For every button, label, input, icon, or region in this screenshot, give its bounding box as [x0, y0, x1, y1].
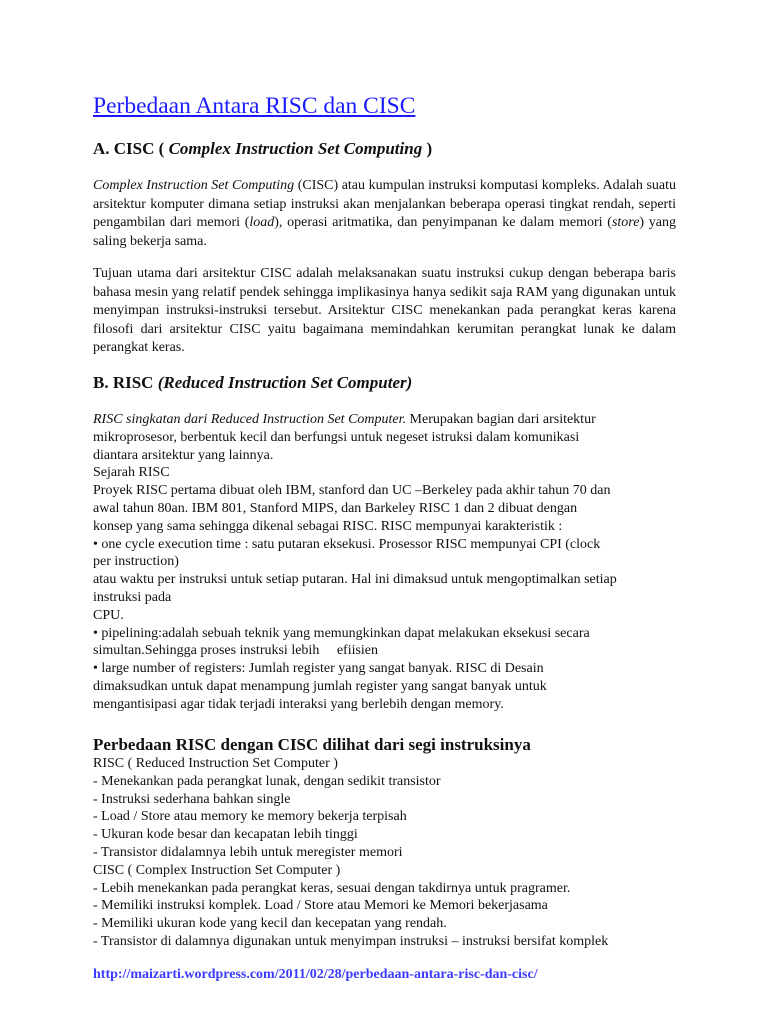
section-b-heading — [93, 372, 412, 394]
source-link[interactable]: http://maizarti.wordpress.com/2011/02/28/perbedaan-antara-risc-dan-cisc/ — [93, 967, 538, 982]
comparison-item: - Transistor di dalamnya digunakan untuk menyimpan instruksi – instruksi bersifat komplek — [93, 933, 609, 949]
risc-line — [93, 642, 693, 660]
risc-description — [93, 411, 693, 714]
section-a-heading — [93, 138, 432, 160]
risc-line — [93, 678, 693, 696]
risc-line-text: Merupakan bagian dari arsitektur — [406, 412, 596, 427]
cisc-paragraph-2: Tujuan utama dari arsitektur CISC adalah melaksanakan suatu instruksi cukup dengan beberapa baris bahasa mesin yang relatif pendek sehingga implikasinya hanya sedikit saja RAM yang digunakan untuk menyimpan instruksi-instruksi tersebut. Arsitektur CISC menekankan pada perangkat keras karena filosofi dari arsitektur CISC yaitu bagaimana memindahkan kerumitan perangkat lunak ke dalam perangkat keras. — [93, 266, 676, 355]
risc-line — [93, 411, 693, 429]
comparison-item: RISC ( Reduced Instruction Set Computer ) — [93, 756, 338, 771]
risc-line-text: Proyek RISC pertama dibuat oleh IBM, stanford dan UC –Berkeley pada akhir tahun 70 dan — [93, 483, 611, 499]
cisc-load-term: load — [249, 215, 275, 230]
risc-line — [93, 589, 693, 607]
risc-line-text: • pipelining:adalah sebuah teknik yang memungkinkan dapat melakukan eksekusi secara — [93, 625, 590, 641]
risc-line-text: diantara arsitektur yang lainnya. — [93, 447, 274, 463]
cisc-text-3: ) yang saling bekerja sama. — [93, 215, 676, 249]
risc-line — [93, 660, 693, 678]
comparison-list — [93, 755, 693, 951]
comparison-item: - Load / Store atau memory ke memory bekerja terpisah — [93, 809, 407, 825]
cisc-paragraph-1 — [93, 177, 676, 251]
risc-line-text: mikroprosesor, berbentuk kecil dan berfungsi untuk negeset istruksi dalam komunikasi — [93, 429, 580, 445]
page-title: Perbedaan Antara RISC dan CISC — [93, 93, 416, 119]
risc-line-italic: RISC singkatan dari Reduced Instruction Set Computer. — [93, 412, 407, 427]
comparison-item: - Memiliki ukuran kode yang kecil dan kecepatan yang rendah. — [93, 916, 447, 932]
risc-line — [93, 518, 693, 536]
risc-line-text: konsep yang sama sehingga dikenal sebagai RISC. RISC mempunyai karakteristik : — [93, 518, 563, 534]
risc-line-text: awal tahun 80an. IBM 801, Stanford MIPS, dan Barkeley RISC 1 dan 2 dibuat dengan — [93, 500, 578, 516]
cisc-text-2: ), operasi aritmatika, dan penyimpanan ke dalam memori ( — [274, 215, 612, 230]
risc-line-text: CPU. — [93, 607, 124, 623]
section-a-term: Complex Instruction Set Computing — [168, 139, 423, 158]
section-c-heading: Perbedaan RISC dengan CISC dilihat dari segi instruksinya — [93, 735, 531, 754]
risc-line — [93, 500, 693, 518]
risc-line — [93, 553, 693, 571]
comparison-item: - Ukuran kode besar dan kecapatan lebih tinggi — [93, 827, 358, 843]
risc-line — [93, 447, 693, 465]
risc-line-text: simultan.Sehingga proses instruksi lebih efiisien — [93, 643, 379, 659]
comparison-item: - Menekankan pada perangkat lunak, dengan sedikit transistor — [93, 773, 441, 789]
comparison-item: CISC ( Complex Instruction Set Computer ) — [93, 862, 341, 878]
risc-line-text: • large number of registers: Jumlah register yang sangat banyak. RISC di Desain — [93, 661, 544, 677]
risc-line — [93, 429, 693, 447]
risc-line — [93, 625, 693, 643]
comparison-item: - Lebih menekankan pada perangkat keras, sesuai dengan takdirnya untuk pragramer. — [93, 880, 571, 896]
section-b-prefix: B. RISC — [93, 373, 158, 392]
risc-line-text: Sejarah RISC — [93, 465, 170, 481]
cisc-store-term: store — [611, 215, 640, 230]
comparison-item: - Transistor didalamnya lebih untuk meregister memori — [93, 844, 403, 860]
risc-line — [93, 464, 693, 482]
risc-line-text: • one cycle execution time : satu putaran eksekusi. Prosessor RISC mempunyai CPI (clock — [93, 536, 601, 552]
risc-line-text: instruksi pada — [93, 589, 172, 605]
risc-line-text: mengantisipasi agar tidak terjadi interaksi yang berlebih dengan memory. — [93, 696, 504, 712]
cisc-term: Complex Instruction Set Computing — [93, 178, 295, 193]
risc-line — [93, 536, 693, 554]
risc-line — [93, 607, 693, 625]
risc-line-text: per instruction) — [93, 554, 179, 570]
section-a-prefix: A. CISC ( — [93, 139, 169, 158]
risc-line — [93, 482, 693, 500]
risc-line — [93, 696, 693, 714]
cisc-text-1: (CISC) atau kumpulan instruksi komputasi kompleks. Adalah suatu arsitektur komputer dimana setiap instruksi akan menjalankan beberapa operasi tingkat rendah, seperti pengambilan dari memori ( — [93, 178, 676, 230]
risc-line-text: dimaksudkan untuk dapat menampung jumlah register yang sangat banyak untuk — [93, 678, 547, 694]
risc-line — [93, 571, 693, 589]
section-b-term: (Reduced Instruction Set Computer) — [157, 373, 413, 392]
comparison-item: - Instruksi sederhana bahkan single — [93, 791, 291, 807]
risc-line-text: atau waktu per instruksi untuk setiap putaran. Hal ini dimaksud untuk mengoptimalkan setiap — [93, 572, 617, 588]
comparison-item: - Memiliki instruksi komplek. Load / Store atau Memori ke Memori bekerjasama — [93, 898, 548, 914]
section-a-suffix: ) — [422, 139, 433, 158]
